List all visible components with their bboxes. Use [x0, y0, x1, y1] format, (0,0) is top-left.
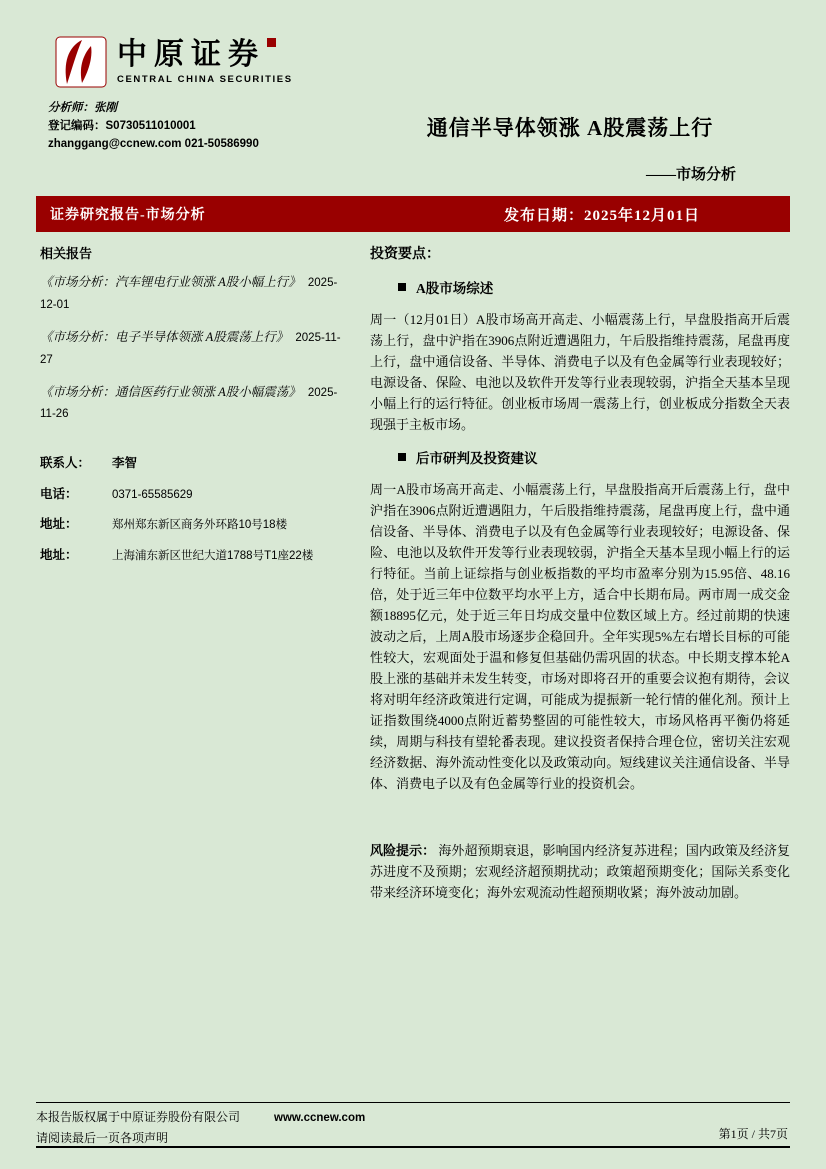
related-report-item[interactable] [40, 327, 342, 371]
section-heading-label: A股市场综述 [416, 281, 494, 296]
contact-value: 上海浦东新区世纪大道1788号T1座22楼 [112, 549, 314, 562]
contact-label: 联系人： [40, 456, 91, 471]
section-heading-outlook [398, 447, 790, 467]
company-name-cn: 中原证券 [117, 38, 265, 71]
page-number: 第1页 / 共7页 [718, 1127, 788, 1141]
contact-value: 郑州郑东新区商务外环路10号18楼 [112, 519, 288, 532]
related-report-item[interactable] [40, 382, 342, 426]
logo-seal-icon [267, 38, 276, 47]
related-report-date: 2025-11-27 [40, 331, 341, 366]
related-report-date: 2025-12-01 [40, 277, 338, 311]
footer-copyright-line [36, 1108, 790, 1125]
analyst-contact: zhanggang@ccnew.com 021-50586990 [48, 137, 259, 150]
footer-copyright: 本报告版权属于中原证券股份有限公司 [36, 1110, 241, 1124]
related-report-item[interactable] [40, 272, 342, 316]
analyst-info [48, 100, 259, 153]
outlook-paragraph: 周一A股市场高开高走、小幅震荡上行，早盘股指高开后震荡上行，盘中沪指在3906点附近遭遇阻力，午后股指维持震荡，尾盘再度上行，盘中通信设备、半导体、消费电子以及有色金属等行业表现较好；电源设备、保险、电池以及软件开发等行业表现较弱，沪指全天基本呈现小幅上行的运行特征。当前上证综指与创业板指数的平均市盈率分别为15.95倍、48.16倍，处于近三年中位数平均水平上方，适合中长期布局。两市周一成交金额18895亿元，处于近三年日均成交量中位数区域上方。经过前期的快速波动之后，上周A股市场逐步企稳回升。全年实现5%左右增长目标的可能性较大，宏观面处于温和修复但基础仍需巩固的状态。中长期支撑本轮A股上涨的基础并未发生转变，市场对即将召开的重要会议抱有期待，会议将对明年经济政策进行定调，可能成为提振新一轮行情的催化剂。预计上证指数围绕4000点附近蓄势整固的可能性较大，市场风格再平衡仍将延续，周期与科技有望轮番表现。建议投资者保持合理仓位，密切关注宏观经济数据、海外流动性变化以及政策动向。短线建议关注通信设备、半导体、消费电子以及有色金属等行业的投资机会。 [370, 482, 790, 791]
related-report-title[interactable]: 《市场分析：通信医药行业领涨 A股小幅震荡》 [40, 384, 301, 399]
related-reports-heading: 相关报告 [40, 246, 93, 261]
related-report-date: 2025-11-26 [40, 386, 338, 421]
report-title: 通信半导体领涨 A股震荡上行 [426, 116, 714, 140]
risk-warning-body: 海外超预期衰退，影响国内经济复苏进程；国内政策及经济复苏进度不及预期；宏观经济超预期扰动；政策超预期变化；国际关系变化带来经济环境变化；海外宏观流动性超预期收紧；海外波动加剧。 [370, 843, 790, 900]
analyst-reg-code: 登记编码：S0730511010001 [48, 119, 196, 132]
contact-row-address-2 [40, 547, 342, 565]
company-logo-icon [55, 36, 107, 88]
investment-highlights-heading: 投资要点： [370, 247, 440, 262]
bullet-square-icon [398, 283, 406, 291]
risk-warning-label: 风险提示： [370, 843, 436, 858]
contact-label: 地址： [40, 517, 78, 532]
related-report-title[interactable]: 《市场分析：汽车锂电行业领涨 A股小幅上行》 [40, 275, 301, 289]
company-logo-text [117, 36, 293, 85]
footer-website-link[interactable]: www.ccnew.com [274, 1112, 366, 1124]
analyst-name: 分析师：张刚 [48, 102, 117, 114]
banner-publish-date: 发布日期：2025年12月01日 [503, 207, 700, 224]
page-footer [36, 1102, 790, 1148]
risk-warning [370, 840, 790, 903]
contact-label: 电话： [40, 486, 78, 501]
company-name-en: CENTRAL CHINA SECURITIES [117, 74, 293, 85]
contact-value: 0371-65585629 [112, 488, 193, 501]
company-logo [55, 36, 293, 88]
sidebar [40, 243, 342, 577]
market-summary-paragraph: 周一（12月01日）A股市场高开高走、小幅震荡上行，早盘股指高开后震荡上行，盘中沪指在3906点附近遭遇阻力，午后股指维持震荡，尾盘再度上行，盘中通信设备、半导体、消费电子以及有色金属等行业表现较好；电源设备、保险、电池以及软件开发等行业表现较弱，沪指全天基本呈现小幅上行的运行特征。创业板市场周一震荡上行，创业板成分指数全天表现强于主板市场。 [370, 312, 790, 432]
report-subtitle: ——市场分析 [645, 167, 736, 183]
section-heading-label: 后市研判及投资建议 [416, 451, 538, 466]
contact-value: 李智 [112, 456, 138, 471]
contact-row-person [40, 455, 342, 473]
footer-disclaimer-note: 请阅读最后一页各项声明 [36, 1131, 169, 1145]
banner-category: 证券研究报告-市场分析 [50, 208, 206, 223]
contact-row-address-1 [40, 516, 342, 534]
report-banner [36, 196, 790, 232]
related-report-title[interactable]: 《市场分析：电子半导体领涨 A股震荡上行》 [40, 329, 289, 344]
contact-label: 地址： [40, 547, 78, 562]
contact-row-phone [40, 486, 342, 504]
main-content [370, 243, 790, 903]
bullet-square-icon [398, 453, 406, 461]
section-heading-market-summary [398, 277, 790, 297]
contact-block [40, 455, 342, 564]
